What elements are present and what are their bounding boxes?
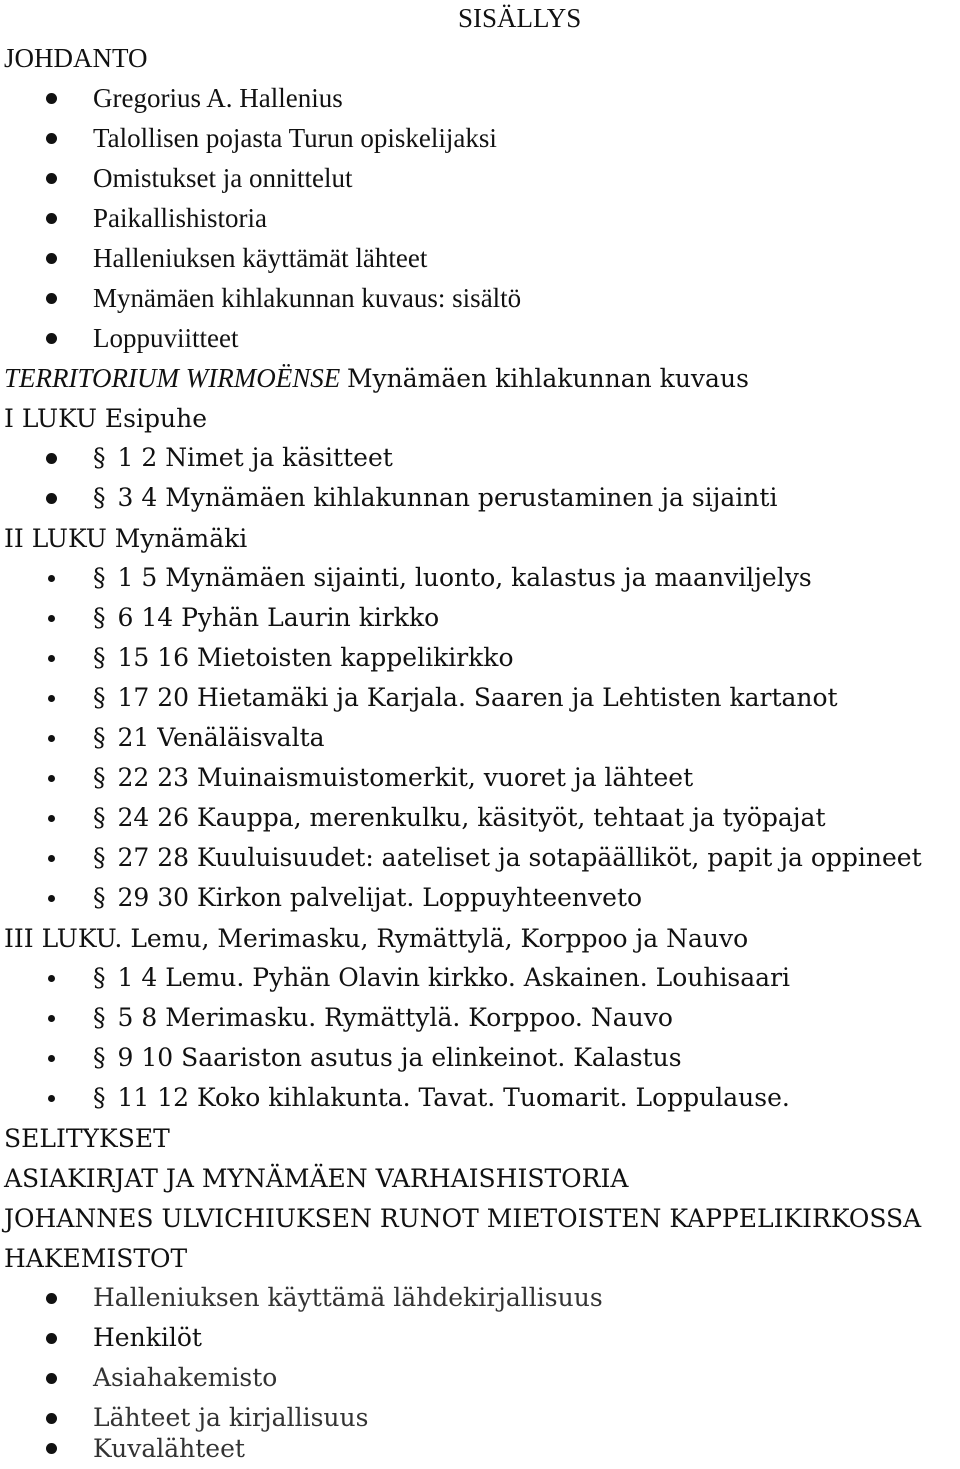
bullet-icon xyxy=(48,895,55,902)
heading-chapter1: I LUKU Esipuhe xyxy=(4,404,208,433)
list-item[interactable]: Talollisen pojasta Turun opiskelijaksi xyxy=(0,120,960,160)
bullet-icon xyxy=(48,575,55,582)
section-sign-icon: § xyxy=(93,963,106,992)
list-item[interactable]: § 17 20 Hietamäki ja Karjala. Saaren ja Lehtisten kartanot xyxy=(0,680,960,720)
bullet-icon xyxy=(48,815,55,822)
list-item[interactable]: Loppuviitteet xyxy=(0,320,960,360)
bullet-icon xyxy=(48,735,55,742)
bullet-icon xyxy=(48,655,55,662)
bullet-icon xyxy=(48,775,55,782)
list-item[interactable]: § 27 28 Kuuluisuudet: aateliset ja sotapäälliköt, papit ja oppineet xyxy=(0,840,960,880)
section-sign-icon: § xyxy=(93,603,106,632)
section-sign-icon: § xyxy=(93,1043,106,1072)
bullet-icon xyxy=(46,253,57,264)
section-sign-icon: § xyxy=(93,683,106,712)
bullet-icon xyxy=(48,975,55,982)
section-sign-icon: § xyxy=(93,483,106,512)
heading-chapter2: II LUKU Mynämäki xyxy=(4,524,248,553)
heading-chapter3: III LUKU. Lemu, Merimasku, Rymättylä, Korppoo ja Nauvo xyxy=(4,924,749,953)
bullet-icon xyxy=(46,1333,57,1344)
section-sign-icon: § xyxy=(93,763,106,792)
bullet-icon xyxy=(46,93,57,104)
bullet-icon xyxy=(46,213,57,224)
bullet-icon xyxy=(48,695,55,702)
bullet-icon xyxy=(46,133,57,144)
list-item[interactable]: § 6 14 Pyhän Laurin kirkko xyxy=(0,600,960,640)
section-sign-icon: § xyxy=(93,643,106,672)
bullet-icon xyxy=(48,1095,55,1102)
list-item[interactable]: Lähteet ja kirjallisuus xyxy=(0,1400,960,1440)
list-item[interactable]: § 21 Venäläisvalta xyxy=(0,720,960,760)
section-sign-icon: § xyxy=(93,443,106,472)
section-sign-icon: § xyxy=(93,1083,106,1112)
page-title: SISÄLLYS xyxy=(458,3,582,33)
section-sign-icon: § xyxy=(93,843,106,872)
heading-asiakirjat: ASIAKIRJAT JA MYNÄMÄEN VARHAISHISTORIA xyxy=(4,1164,629,1193)
territorium-rest: Mynämäen kihlakunnan kuvaus xyxy=(346,364,749,393)
bullet-icon xyxy=(46,1373,57,1384)
list-item[interactable]: Asiahakemisto xyxy=(0,1360,960,1400)
section-sign-icon: § xyxy=(93,563,106,592)
section-sign-icon: § xyxy=(93,803,106,832)
heading-hakemistot: HAKEMISTOT xyxy=(4,1244,188,1273)
list-item[interactable]: Henkilöt xyxy=(0,1320,960,1360)
list-item[interactable]: Kuvalähteet xyxy=(0,1429,960,1469)
section-sign-icon: § xyxy=(93,723,106,752)
list-item[interactable]: § 1 2 Nimet ja käsitteet xyxy=(0,440,960,480)
list-item[interactable]: § 1 5 Mynämäen sijainti, luonto, kalastus ja maanviljelys xyxy=(0,560,960,600)
bullet-icon xyxy=(46,173,57,184)
list-item[interactable]: § 9 10 Saariston asutus ja elinkeinot. Kalastus xyxy=(0,1040,960,1080)
heading-runot: JOHANNES ULVICHIUKSEN RUNOT MIETOISTEN KAPPELIKIRKOSSA xyxy=(4,1204,922,1233)
section-sign-icon: § xyxy=(93,1003,106,1032)
list-item[interactable]: Omistukset ja onnittelut xyxy=(0,160,960,200)
bullet-icon xyxy=(48,1055,55,1062)
list-item[interactable]: § 24 26 Kauppa, merenkulku, käsityöt, tehtaat ja työpajat xyxy=(0,800,960,840)
bullet-icon xyxy=(46,333,57,344)
bullet-icon xyxy=(46,453,57,464)
list-item[interactable]: § 5 8 Merimasku. Rymättylä. Korppoo. Nauvo xyxy=(0,1000,960,1040)
list-item[interactable]: § 29 30 Kirkon palvelijat. Loppuyhteenveto xyxy=(0,880,960,920)
bullet-icon xyxy=(46,1413,57,1424)
list-item[interactable]: § 15 16 Mietoisten kappelikirkko xyxy=(0,640,960,680)
list-item[interactable]: Halleniuksen käyttämä lähdekirjallisuus xyxy=(0,1280,960,1320)
list-item[interactable]: Halleniuksen käyttämät lähteet xyxy=(0,240,960,280)
heading-territorium xyxy=(4,362,749,395)
heading-johdanto: JOHDANTO xyxy=(4,43,148,73)
bullet-icon xyxy=(48,1015,55,1022)
list-item[interactable]: Mynämäen kihlakunnan kuvaus: sisältö xyxy=(0,280,960,320)
section-sign-icon: § xyxy=(93,883,106,912)
list-item[interactable]: Gregorius A. Hallenius xyxy=(0,80,960,120)
heading-selitykset: SELITYKSET xyxy=(4,1124,170,1153)
bullet-icon xyxy=(46,1293,57,1304)
bullet-icon xyxy=(46,293,57,304)
list-item[interactable]: § 22 23 Muinaismuistomerkit, vuoret ja lähteet xyxy=(0,760,960,800)
list-item[interactable]: § 1 4 Lemu. Pyhän Olavin kirkko. Askainen. Louhisaari xyxy=(0,960,960,1000)
list-item[interactable]: § 3 4 Mynämäen kihlakunnan perustaminen ja sijainti xyxy=(0,480,960,520)
list-item[interactable]: § 11 12 Koko kihlakunta. Tavat. Tuomarit. Loppulause. xyxy=(0,1080,960,1120)
territorium-italic: TERRITORIUM WIRMOËNSE xyxy=(4,363,341,393)
bullet-icon xyxy=(46,493,57,504)
bullet-icon xyxy=(48,615,55,622)
bullet-icon xyxy=(48,855,55,862)
bullet-icon xyxy=(46,1443,57,1454)
list-item[interactable]: Paikallishistoria xyxy=(0,200,960,240)
